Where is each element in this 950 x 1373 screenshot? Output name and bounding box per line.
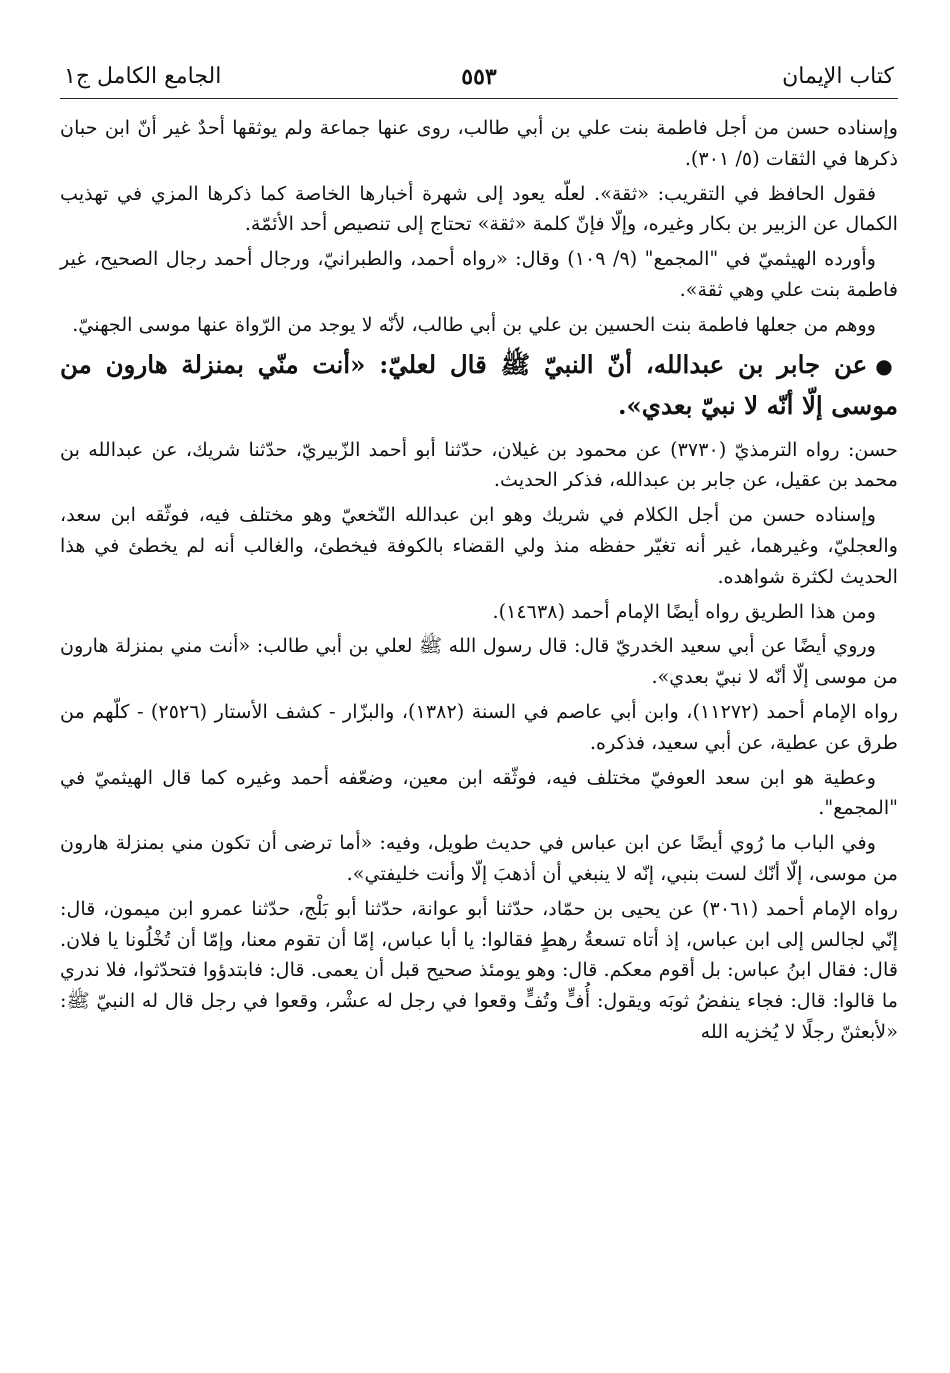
paragraph-ahmad-14638: ومن هذا الطريق رواه أيضًا الإمام أحمد (١٤٦٣٨). [492, 599, 876, 623]
running-header [60, 56, 898, 99]
paragraph-abu-said: وروي أيضًا عن أبي سعيد الخدريّ قال: قال رسول الله ﷺ لعلي بن أبي طالب: «أنت مني بمنزلة هارون من موسى إلّا أنّه لا نبيّ بعدي». [60, 634, 898, 689]
header-book-section: كتاب الإيمان [782, 64, 894, 89]
hadith-text [60, 345, 898, 425]
page-body [60, 113, 898, 1048]
paragraph-ibn-abbas: وفي الباب ما رُوي أيضًا عن ابن عباس في حديث طويل، وفيه: «أما ترضى أن تكون مني بمنزلة هارون من موسى، إلّا أنّك لست بنبي، إنّه لا ينبغي أن أذهبَ إلّا وأنت خليفتي». [60, 831, 898, 885]
paragraph-sharik-note: وإسناده حسن من أجل الكلام في شريك وهو ابن عبدالله النّخعيّ وهو مختلف فيه، فوثّقه ابن سعد، والعجليّ، وغيرهما، غير أنه تغيّر حفظه منذ ولي القضاء بالكوفة فيخطئ، والغالب أنه لم يخطئ في هذا الحديث لكثرة شواهده. [60, 503, 898, 588]
paragraph-wahm-note: ووهم من جعلها فاطمة بنت الحسين بن علي بن أبي طالب، لأنّه لا يوجد من الرّواة عنها موسى الجهنيّ. [72, 312, 876, 336]
paragraph-haythami-majma: وأورده الهيثميّ في "المجمع" (٩/ ١٠٩) وقال: «رواه أحمد، والطبرانيّ، ورجال أحمد رجال الصحيح، غير فاطمة بنت علي وهي ثقة». [60, 247, 898, 301]
paragraph-isnad-fatima: وإسناده حسن من أجل فاطمة بنت علي بن أبي طالب، روى عنها جماعة ولم يوثقها أحدٌ غير أنّ ابن حبان ذكرها في الثقات (٥/ ٣٠١). [60, 116, 898, 170]
page-number: ٥٥٣ [461, 64, 497, 90]
paragraph-ahmad-3061: رواه الإمام أحمد (٣٠٦١) عن يحيى بن حمّاد، حدّثنا أبو عوانة، حدّثنا أبو بَلْج، حدّثنا عمرو ابن ميمون، قال: إنّي لجالس إلى ابن عباس، إذ أتاه تسعةُ رهطٍ فقالوا: يا أبا عباس، إمّا أن تقوم معنا، وإمّا أن تُخْلُونا يا فلان. قال: فقال ابنُ عباس: بل أقوم معكم. قال: وهو يومئذ صحيح قبل أن يعمى. قال: فابتدؤوا فتحدّثوا، فلا ندري ما قالوا: قال: فجاء ينفضُ ثوبَه ويقول: أُفٍّ وتُفٍّ وقعوا في رجل له عشْر، وقعوا في رجل قال له النبيّ ﷺ: «لأبعثنّ رجلًا لا يُخزيه الله [60, 896, 898, 1043]
header-book-title: الجامع الكامل ج١ [64, 64, 222, 89]
paragraph-tirmidhi-takhrij: حسن: رواه الترمذيّ (٣٧٣٠) عن محمود بن غيلان، حدّثنا أبو أحمد الزّبيريّ، حدّثنا شريك، عن عبدالله بن محمد بن عقيل، عن جابر بن عبدالله، فذكر الحديث. [60, 437, 898, 492]
hadith-body: عن جابر بن عبدالله، أنّ النبيّ ﷺ قال لعليّ: «أنت منّي بمنزلة هارون من موسى إلّا أنّه لا نبيّ بعدي». [60, 349, 898, 420]
paragraph-atiyya-note: وعطية هو ابن سعد العوفيّ مختلف فيه، فوثّقه ابن معين، وضعّفه أحمد وغيره كما قال الهيثميّ في "المجمع". [60, 765, 898, 820]
paragraph-taqrib-note: فقول الحافظ في التقريب: «ثقة». لعلّه يعود إلى شهرة أخبارها الخاصة كما ذكرها المزي في تهذيب الكمال عن الزبير بن بكار وغيره، وإلّا فإنّ كلمة «ثقة» تحتاج إلى تنصيص أحد الأئمّة. [60, 181, 898, 236]
paragraph-ahmad-11272: رواه الإمام أحمد (١١٢٧٢)، وابن أبي عاصم في السنة (١٣٨٢)، والبزّار - كشف الأستار (٢٥٢٦) - كلّهم من طرق عن عطية، عن أبي سعيد، فذكره. [60, 699, 898, 754]
bullet-icon: ● [875, 353, 898, 378]
